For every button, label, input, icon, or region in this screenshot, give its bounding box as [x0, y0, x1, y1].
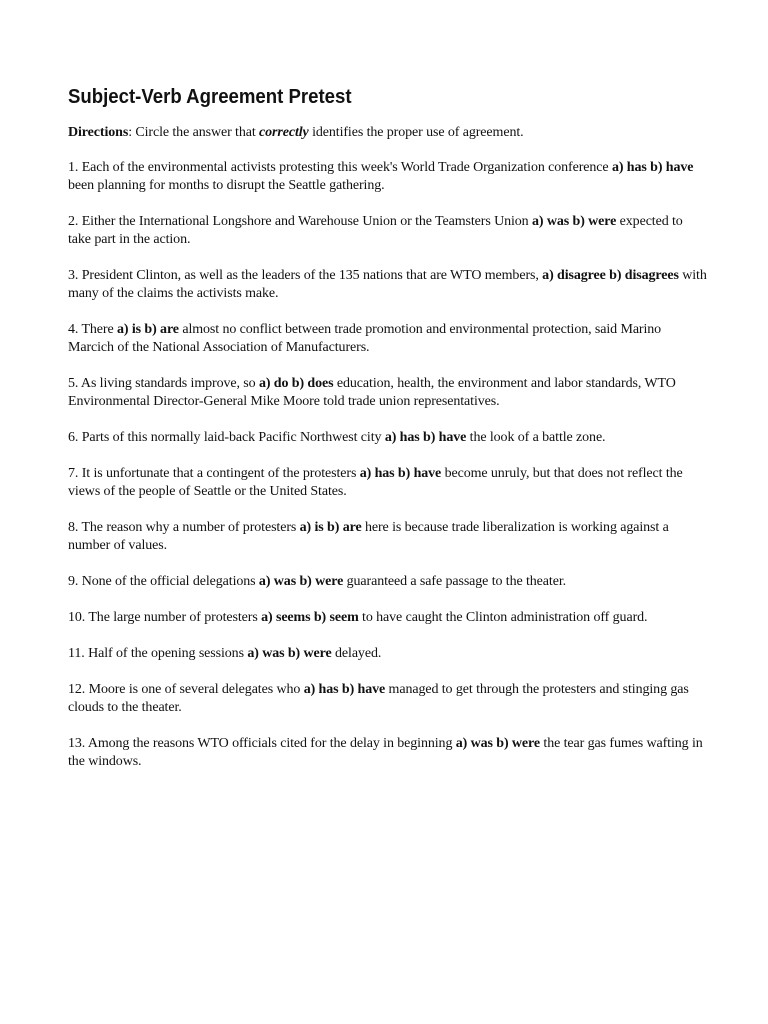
answer-choices: a) has b) have [303, 682, 386, 697]
answer-choices: a) was b) were [455, 736, 541, 751]
question-text: to have caught the Clinton administration off guard. [358, 610, 648, 625]
question-3 [68, 267, 708, 303]
answer-choices: a) was b) were [247, 646, 332, 661]
question-11 [68, 645, 708, 663]
question-text: 2. Either the International Longshore and Warehouse Union or the Teamsters Union [68, 214, 532, 229]
question-13 [68, 735, 708, 771]
question-1 [68, 159, 708, 195]
answer-choices: a) disagree b) disagrees [542, 268, 679, 283]
directions-emphasis: correctly [259, 125, 309, 140]
question-5 [68, 375, 708, 411]
question-4 [68, 321, 708, 357]
answer-choices: a) seems b) seem [261, 610, 359, 625]
question-text: managed to get through the protesters and stinging gas clouds to the theater. [68, 682, 689, 715]
question-text: 7. It is unfortunate that a contingent of the protesters [68, 466, 360, 481]
question-text: the look of a battle zone. [466, 430, 606, 445]
question-6 [68, 429, 708, 447]
question-2 [68, 213, 708, 249]
question-text: the tear gas fumes wafting in the windows. [68, 736, 703, 769]
answer-choices: a) has b) have [359, 466, 442, 481]
question-text: delayed. [331, 646, 382, 661]
question-text: almost no conflict between trade promotion and environmental protection, said Marino Marcich of the National Association of Manufacturers. [68, 322, 662, 355]
answer-choices: a) is b) are [117, 322, 179, 337]
question-9 [68, 573, 708, 591]
question-text: here is because trade liberalization is working against a number of values. [68, 520, 669, 553]
question-7 [68, 465, 708, 501]
document-page [68, 84, 708, 789]
answer-choices: a) is b) are [299, 520, 362, 535]
question-text: 13. Among the reasons WTO officials cited for the delay in beginning [68, 736, 456, 751]
page-title: Subject-Verb Agreement Pretest [68, 86, 352, 108]
question-text: 9. None of the official delegations [68, 574, 259, 589]
question-text: expected to take part in the action. [68, 214, 683, 247]
question-8 [68, 519, 708, 555]
answer-choices: a) was b) were [258, 574, 344, 589]
answer-choices: a) has b) have [611, 160, 694, 175]
question-text: with many of the claims the activists make. [68, 268, 707, 301]
directions [68, 124, 708, 142]
question-text: education, health, the environment and labor standards, WTO Environmental Director-General Mike Moore told trade union representatives. [68, 376, 676, 409]
answer-choices: a) was b) were [531, 214, 617, 229]
question-text: become unruly, but that does not reflect the views of the people of Seattle or the United States. [68, 466, 683, 499]
answer-choices: a) has b) have [384, 430, 467, 445]
question-text: 10. The large number of protesters [68, 610, 262, 625]
question-text: 12. Moore is one of several delegates who [68, 682, 304, 697]
directions-text-after: identifies the proper use of agreement. [308, 125, 524, 140]
question-text: 5. As living standards improve, so [68, 376, 259, 391]
question-text: 4. There [68, 322, 117, 337]
directions-label: Directions [68, 125, 129, 140]
question-text: 3. President Clinton, as well as the leaders of the 135 nations that are WTO members, [68, 268, 543, 283]
question-text: 1. Each of the environmental activists protesting this week's World Trade Organization conference [68, 160, 612, 175]
question-text: been planning for months to disrupt the Seattle gathering. [68, 178, 385, 193]
question-10 [68, 609, 708, 627]
question-text: 11. Half of the opening sessions [68, 646, 248, 661]
directions-text-before: : Circle the answer that [128, 125, 260, 140]
answer-choices: a) do b) does [258, 376, 334, 391]
question-12 [68, 681, 708, 717]
question-text: 6. Parts of this normally laid-back Pacific Northwest city [68, 430, 385, 445]
question-text: guaranteed a safe passage to the theater. [343, 574, 567, 589]
question-text: 8. The reason why a number of protesters [68, 520, 300, 535]
